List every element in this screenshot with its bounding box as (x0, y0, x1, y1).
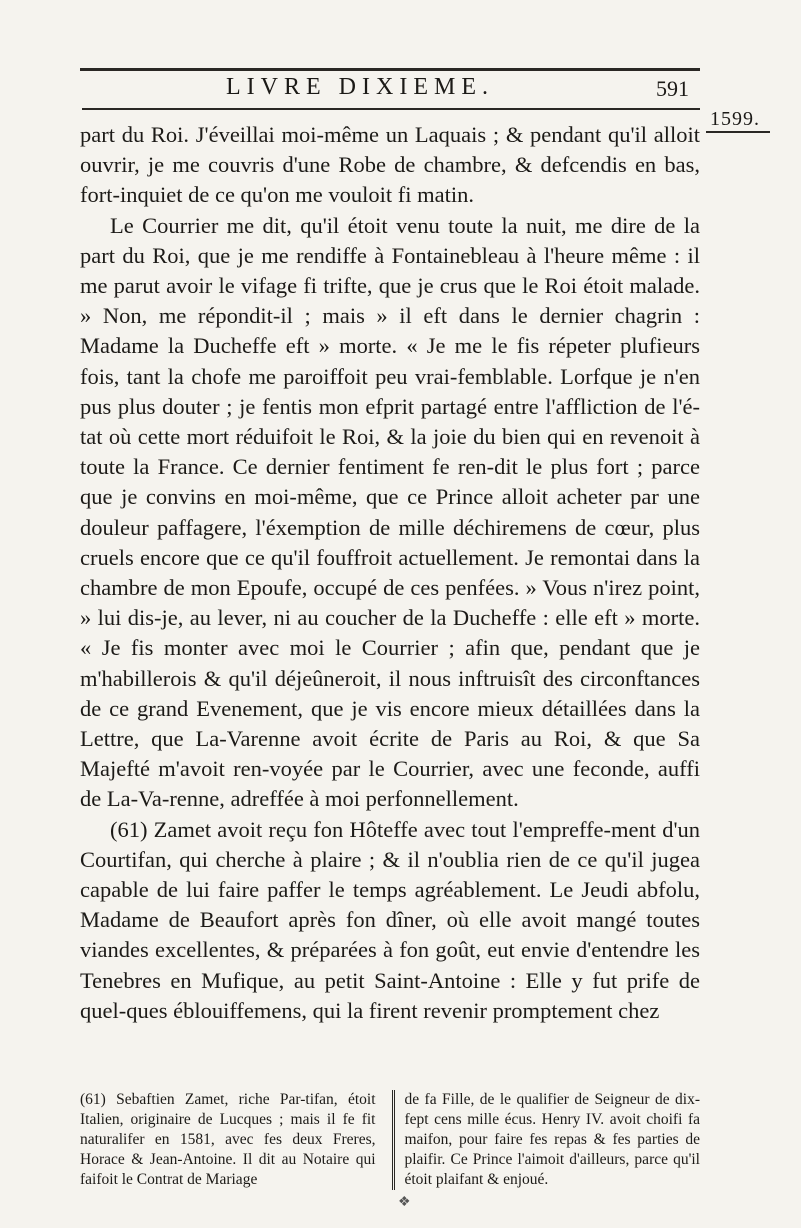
running-head: LIVRE DIXIEME. (226, 74, 494, 100)
paragraph: (61) Zamet avoit reçu fon Hôteffe avec tout l'empreffe-ment d'un Courtifan, qui cherche à plaire ; & il n'oublia rien de ce qu'il jugea capable de lui faire paffer le temps agréablement. Le Jeudi abfolu, Madame de Beaufort après fon dîner, où elle avoit mangé toutes viandes excellentes, & préparées à fon goût, eut envie d'entendre les Tenebres en Mufique, au petit Saint-Antoine : Elle y fut prife de quel-ques éblouiffemens, qui la firent revenir promptement chez (80, 816, 700, 1023)
page-number: 591 (656, 76, 689, 101)
top-rule (80, 68, 700, 71)
body-text (80, 120, 700, 1026)
paragraph: Le Courrier me dit, qu'il étoit venu toute la nuit, me dire de la part du Roi, que je me rendiffe à Fontainebleau à l'heure même : il me parut avoir le vifage fi trifte, que je crus que le Roi étoit malade. » Non, me répondit-il ; mais » il eft dans le dernier chagrin : Madame la Ducheffe eft » morte. « Je me le fis répeter plufieurs fois, tant la chofe me paroiffoit peu vrai-femblable. Lorfque je n'en pus plus douter ; je fentis mon efprit partagé entre l'affliction de l'é-tat où cette mort réduifoit le Roi, & la joie du bien qui en revenoit à toute la France. Ce dernier fentiment fe ren-dit le plus fort ; parce que je convins en moi-même, que ce Prince alloit acheter par une douleur paffagere, l'éxemption de mille déchiremens de cœur, plus cruels encore que ce qu'il fouffroit actuellement. Je remontai dans la chambre de mon Epoufe, occupé de ces penfées. » Vous n'irez point, » lui dis-je, au lever, ni au coucher de la Ducheffe : elle eft » morte. « Je fis monter avec moi le Courrier ; afin que, pendant que je m'habillerois & qu'il déjeûneroit, il nous inftruisît des circonftances de ce grand Evenement, que je vis encore mieux détaillées dans la Lettre, que La-Varenne avoit écrite de Paris au Roi, & que Sa Majefté m'avoit ren-voyée par le Courrier, avec une feconde, auffi de La-Va-renne, adreffée à moi perfonnellement. (80, 212, 700, 812)
footnote-right: de fa Fille, de le qualifier de Seigneur de dix-fept cens mille écus. Henry IV. avoit choifi fa maifon, pour faire fes repas & fes parties de plaifir. Ce Prince l'aimoit d'ailleurs, parce qu'il étoit plaifant & enjoué. (392, 1090, 701, 1190)
paragraph: part du Roi. J'éveillai moi-même un Laquais ; & pendant qu'il alloit ouvrir, je me couvris d'une Robe de chambre, & defcendis en bas, fort-inquiet de ce qu'on me vouloit fi matin. (80, 122, 700, 208)
margin-year: 1599. (706, 108, 770, 133)
ornament-icon: ❖ (398, 1195, 411, 1210)
footnote-left: (61) Sebaftien Zamet, riche Par-tifan, étoit Italien, originaire de Lucques ; mais il fe fit naturalifer en 1581, avec fes deux Freres, Horace & Jean-Antoine. Il dit au Notaire qui faifoit le Contrat de Mariage (80, 1091, 376, 1188)
footnotes (80, 1090, 700, 1190)
header-rule (82, 108, 700, 110)
